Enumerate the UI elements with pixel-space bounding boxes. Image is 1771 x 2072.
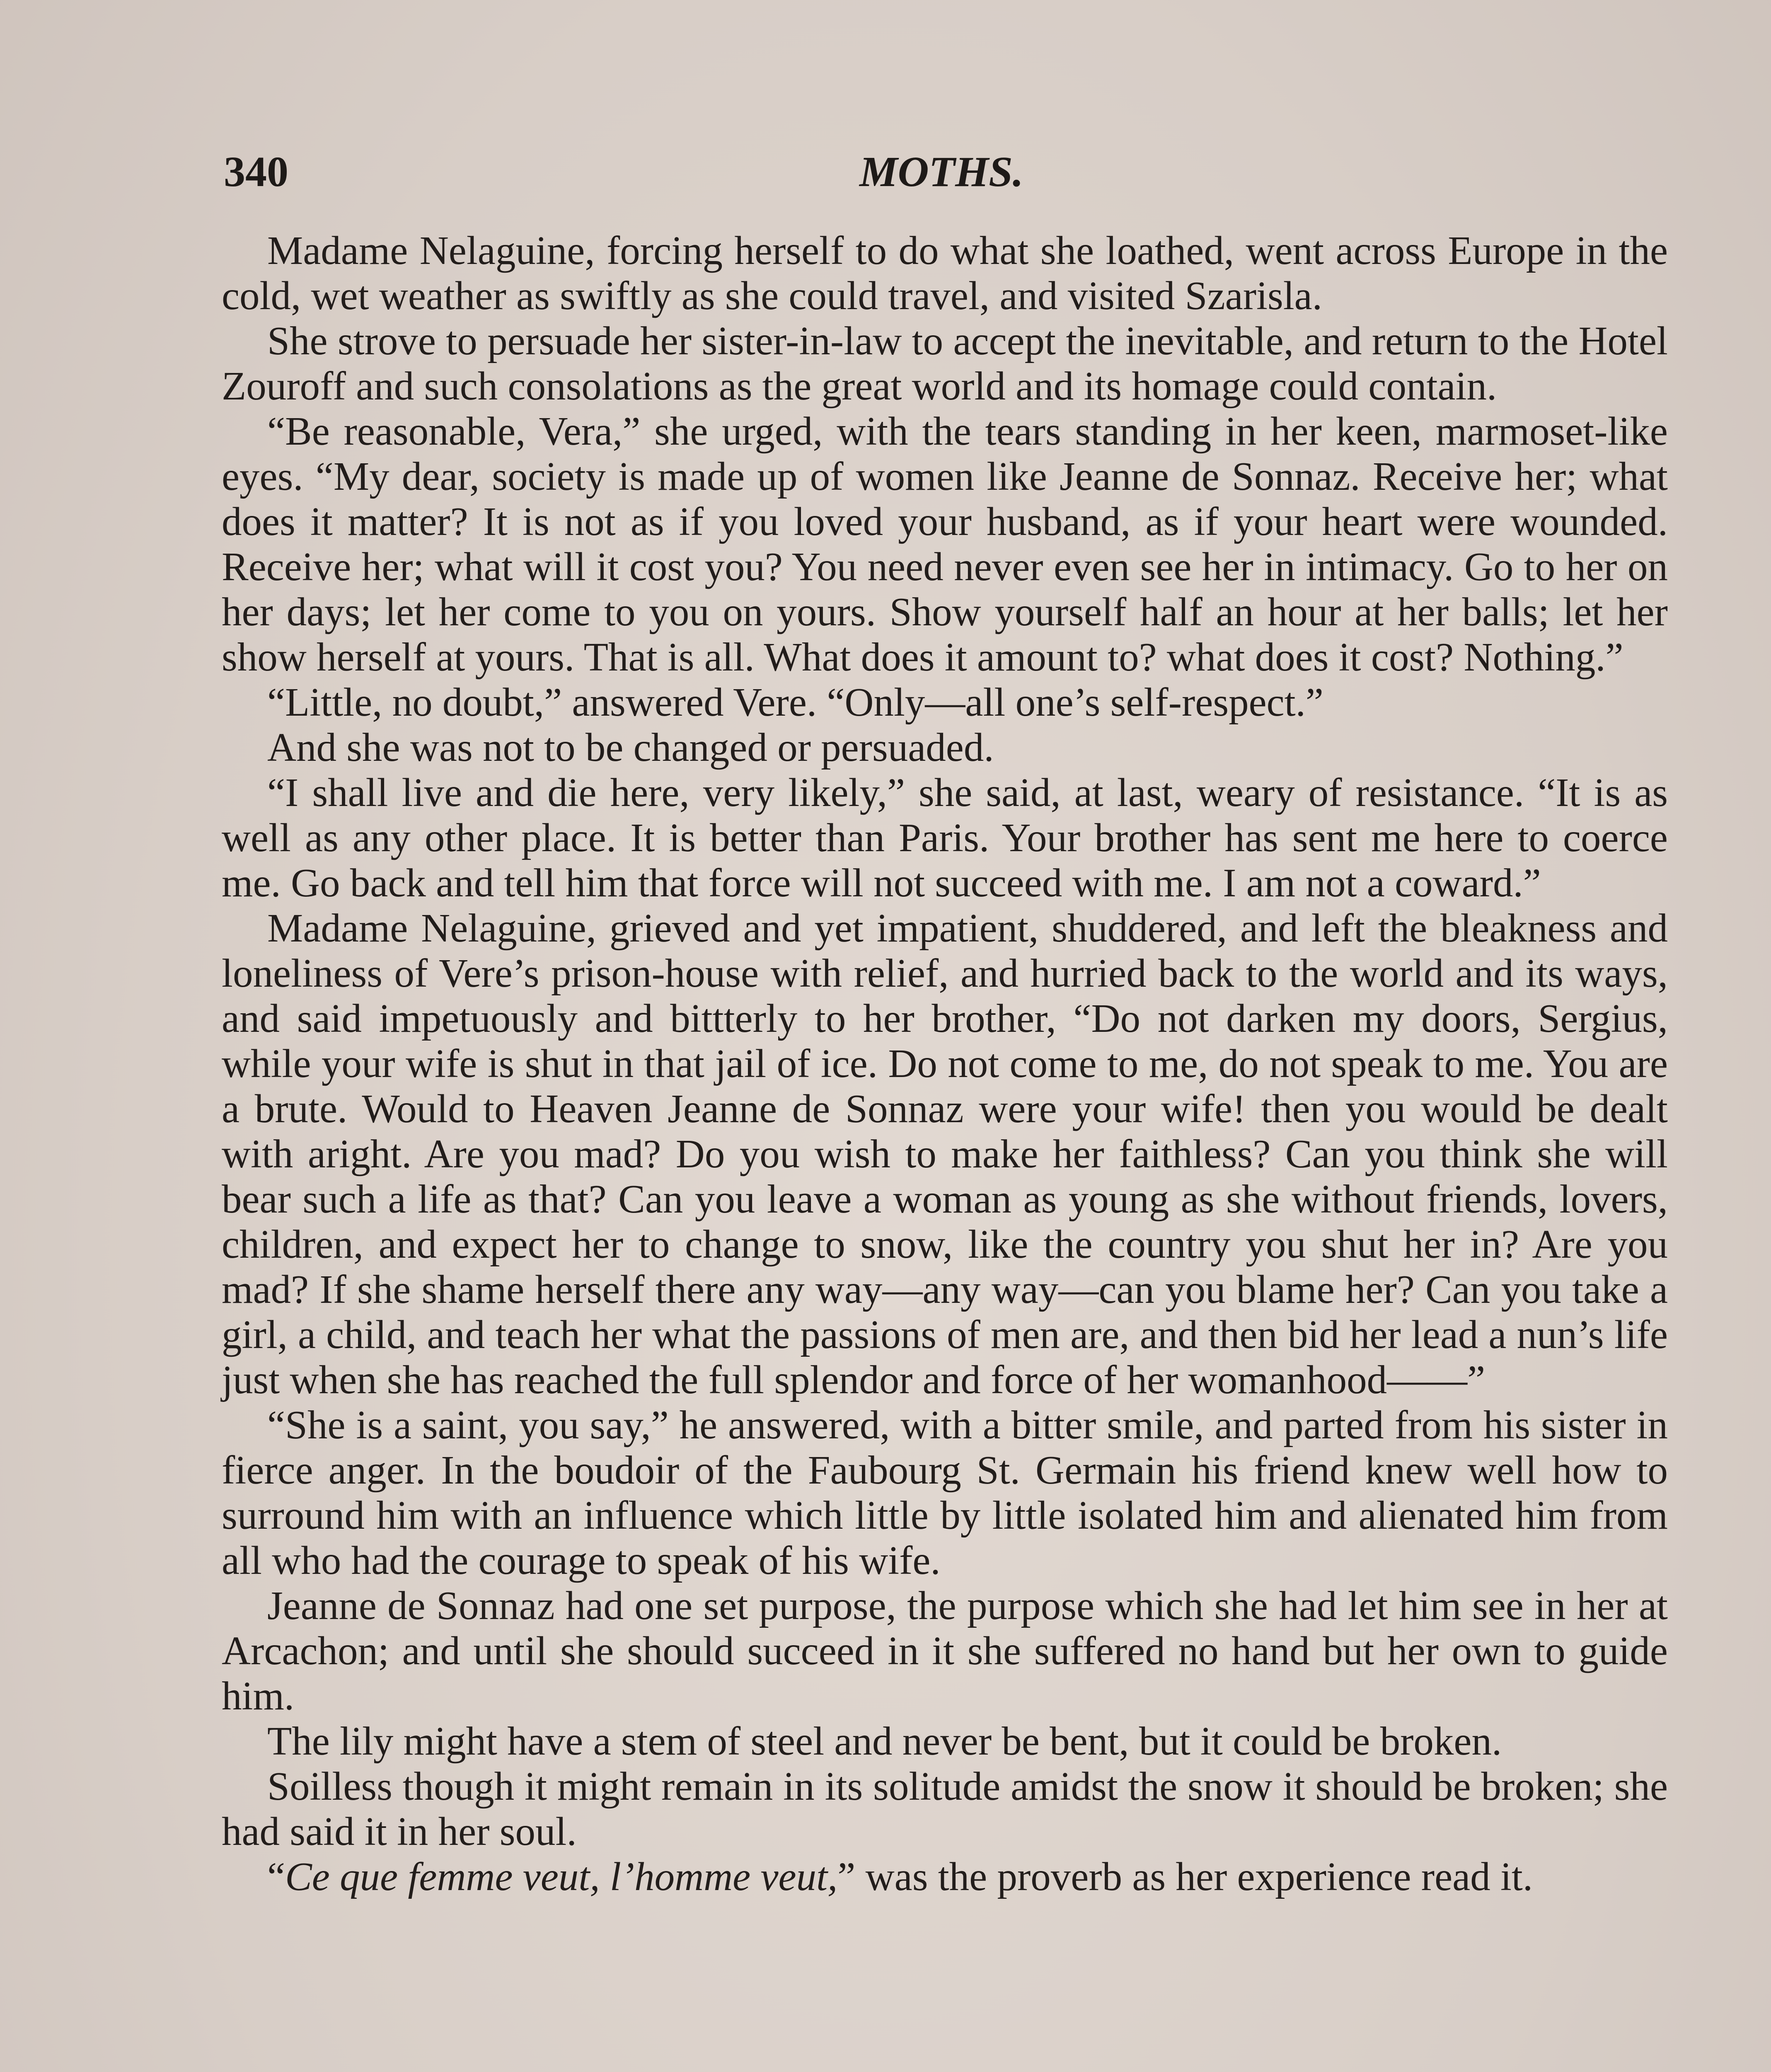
page-number: 340 <box>224 148 288 196</box>
paragraph: She strove to persuade her sister-in-law to accept the inevitable, and return to the Hotel Zouroff and such consolations as the great world and its homage could contain. <box>222 319 1668 408</box>
paragraph: And she was not to be changed or persuaded. <box>267 725 994 770</box>
french-proverb: Ce que femme veut, l’homme veut, <box>285 1854 838 1899</box>
paragraph: The lily might have a stem of steel and never be bent, but it could be broken. <box>267 1719 1502 1763</box>
paragraph: “Little, no doubt,” answered Vere. “Only—all one’s self-respect.” <box>267 680 1323 724</box>
paragraph: “I shall live and die here, very likely,” she said, at last, weary of resistance. “It is as well as any other place. It is better than Paris. Your brother has sent me here to coerce me. Go back and tell him that force will not succeed with me. I am not a coward.” <box>222 770 1668 905</box>
paragraph: “Be reasonable, Vera,” she urged, with the tears standing in her keen, marmoset-like eyes. “My dear, society is made up of women like Jeanne de Sonnaz. Receive her; what does it matter? It is not as if you loved your husband, as if your heart were wounded. Receive her; what will it cost you? You need never even see her in intimacy. Go to her on her days; let her come to you on yours. Show yourself half an hour at her balls; let her show herself at yours. That is all. What does it amount to? what does it cost? Nothing.” <box>222 409 1668 679</box>
open-quote: “ <box>267 1854 285 1899</box>
last-paragraph-rest: ” was the proverb as her experience read it. <box>837 1854 1533 1899</box>
paragraph: Jeanne de Sonnaz had one set purpose, the purpose which she had let him see in her at Arcachon; and until she should succeed in it she suffered no hand but her own to guide him. <box>222 1583 1668 1718</box>
paragraph: Madame Nelaguine, forcing herself to do what she loathed, went across Europe in the cold, wet weather as swiftly as she could travel, and visited Szarisla. <box>222 228 1668 318</box>
running-title: MOTHS. <box>859 148 1023 196</box>
paragraph: Madame Nelaguine, grieved and yet impatient, shuddered, and left the bleakness and loneliness of Vere’s prison-house with relief, and hurried back to the world and its ways, and said impetuously and bittterly to her brother, “Do not darken my doors, Sergius, while your wife is shut in that jail of ice. Do not come to me, do not speak to me. You are a brute. Would to Heaven Jeanne de Sonnaz were your wife! then you would be dealt with aright. Are you mad? Do you wish to make her faithless? Can you think she will bear such a life as that? Can you leave a woman as young as she without friends, lovers, children, and expect her to change to snow, like the country you shut her in? Are you mad? If she shame herself there any way—any way—can you blame her? Can you take a girl, a child, and teach her what the passions of men are, and then bid her lead a nun’s life just when she has reached the full splendor and force of her womanhood——” <box>222 906 1668 1402</box>
last-paragraph <box>222 1854 1668 1899</box>
page-header <box>224 141 1659 203</box>
paragraph: “She is a saint, you say,” he answered, with a bitter smile, and parted from his sister in fierce anger. In the boudoir of the Faubourg St. Germain his friend knew well how to surround him with an influence which little by little isolated him and alienated him from all who had the courage to speak of his wife. <box>222 1403 1668 1583</box>
body-text <box>222 228 1668 1899</box>
paragraph: Soilless though it might remain in its solitude amidst the snow it should be broken; she had said it in her soul. <box>222 1764 1668 1854</box>
